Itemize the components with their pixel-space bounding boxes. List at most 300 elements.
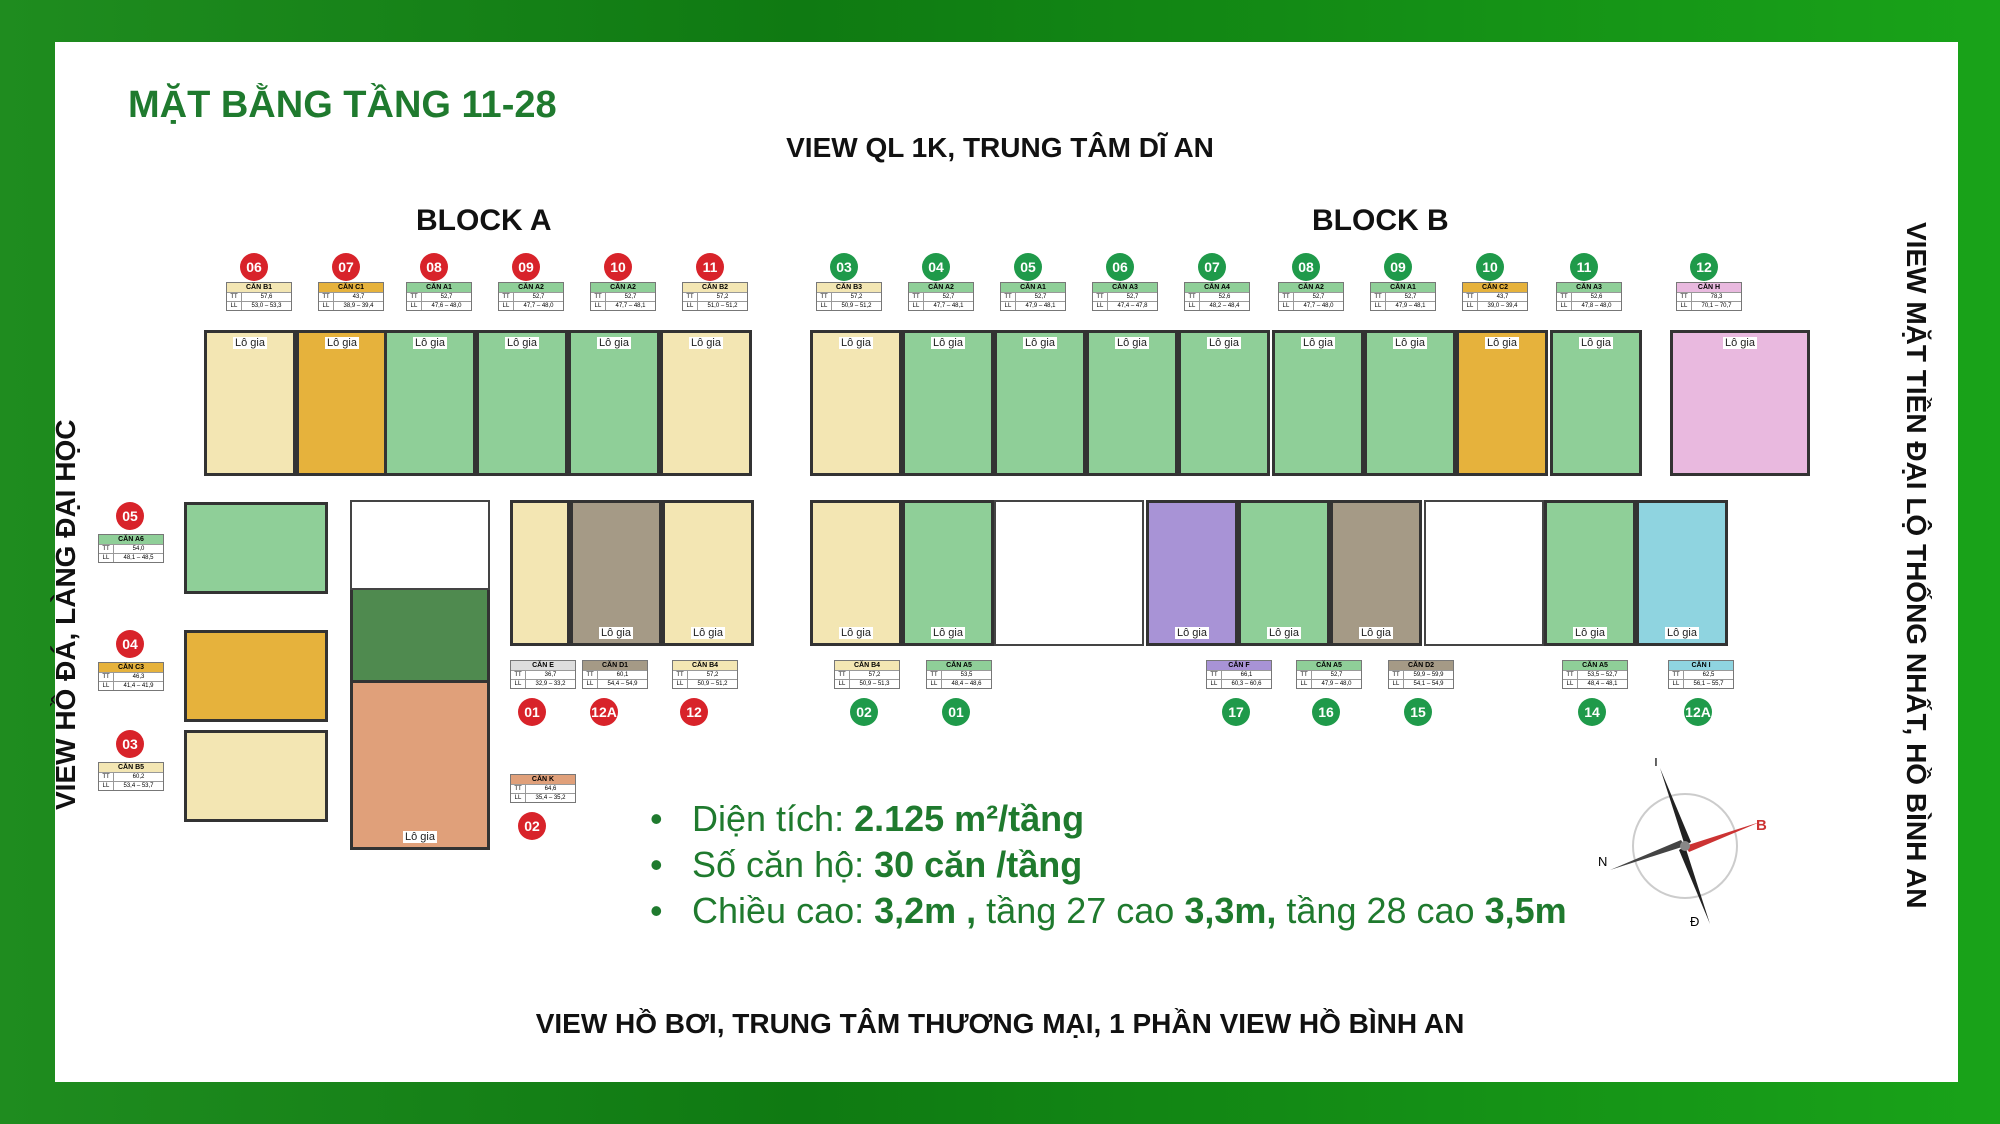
balcony-label: Lô gia xyxy=(1177,627,1207,639)
unit-number-badge: 08 xyxy=(420,253,448,281)
area-kind: LL xyxy=(591,302,606,310)
unit-area-row xyxy=(1563,670,1627,679)
area-kind: LL xyxy=(511,794,526,802)
unit-number-badge: 04 xyxy=(116,630,144,658)
area-value: 38,9 – 39,4 xyxy=(343,303,374,309)
unit-info-card xyxy=(1278,282,1344,311)
area-kind: TT xyxy=(583,671,598,679)
area-kind: LL xyxy=(1563,680,1578,688)
area-kind: LL xyxy=(1463,302,1478,310)
unit-area-row xyxy=(1669,670,1733,679)
balcony-label: Lô gia xyxy=(841,627,871,639)
area-kind: LL xyxy=(1669,680,1684,688)
unit-info-card xyxy=(510,774,576,803)
area-value: 47,9 – 48,1 xyxy=(1025,303,1056,309)
area-value: 32,9 – 33,2 xyxy=(535,681,566,687)
stat-units: • Số căn hộ: 30 căn /tầng xyxy=(646,844,1567,886)
apartment-unit xyxy=(810,500,902,646)
unit-area-row xyxy=(1463,301,1527,310)
view-left-label: VIEW HỒ ĐÁ, LÀNG ĐẠI HỌC xyxy=(50,419,81,810)
balcony-label: Lô gia xyxy=(693,627,723,639)
area-kind: TT xyxy=(1463,293,1478,301)
apartment-unit xyxy=(1544,500,1636,646)
unit-info-card xyxy=(1388,660,1454,689)
view-top-label: VIEW QL 1K, TRUNG TÂM DĨ AN xyxy=(786,132,1214,163)
unit-area-row xyxy=(1279,292,1343,301)
area-value: 60,3 – 60,6 xyxy=(1231,681,1262,687)
balcony-label: Lô gia xyxy=(507,337,537,349)
unit-number-badge: 09 xyxy=(1384,253,1412,281)
area-kind: LL xyxy=(909,302,924,310)
unit-type-label: CĂN C1 xyxy=(319,283,383,292)
unit-area-row xyxy=(683,292,747,301)
unit-area-row xyxy=(1093,292,1157,301)
balcony-label: Lô gia xyxy=(1025,337,1055,349)
apartment-unit xyxy=(184,502,328,594)
compass-t: T xyxy=(1652,758,1660,769)
balcony-label: Lô gia xyxy=(1581,337,1611,349)
area-value: 47,8 – 48,0 xyxy=(1581,303,1612,309)
unit-area-row xyxy=(99,553,163,562)
area-kind: LL xyxy=(1093,302,1108,310)
area-value: 36,7 xyxy=(544,672,557,678)
unit-area-row xyxy=(909,301,973,310)
area-kind: TT xyxy=(319,293,334,301)
area-value: 57,2 xyxy=(868,672,881,678)
unit-area-row xyxy=(583,670,647,679)
apartment-unit xyxy=(1238,500,1330,646)
unit-area-row xyxy=(99,544,163,553)
page-title: MẶT BẰNG TẦNG 11-28 xyxy=(128,84,557,126)
balcony-label: Lô gia xyxy=(1487,337,1517,349)
area-value: 50,9 – 51,2 xyxy=(841,303,872,309)
unit-area-row xyxy=(591,292,655,301)
area-value: 47,7 – 48,1 xyxy=(933,303,964,309)
apartment-unit xyxy=(1670,330,1810,476)
apartment-unit xyxy=(1636,500,1728,646)
area-value: 57,2 xyxy=(850,294,863,300)
compass-n: N xyxy=(1598,854,1608,869)
unit-info-card xyxy=(98,534,164,563)
unit-area-row xyxy=(673,670,737,679)
unit-type-label: CĂN E xyxy=(511,661,575,670)
balcony-label: Lô gia xyxy=(327,337,357,349)
unit-number-badge: 07 xyxy=(332,253,360,281)
area-value: 48,2 – 48,4 xyxy=(1209,303,1240,309)
stair-core-b xyxy=(1424,500,1544,646)
unit-info-card xyxy=(590,282,656,311)
area-kind: LL xyxy=(99,782,114,790)
area-value: 52,6 xyxy=(1218,294,1231,300)
unit-area-row xyxy=(1279,301,1343,310)
apartment-unit xyxy=(296,330,388,476)
area-value: 52,7 xyxy=(1312,294,1325,300)
apartment-unit xyxy=(1178,330,1270,476)
area-kind: TT xyxy=(909,293,924,301)
area-kind: TT xyxy=(1207,671,1222,679)
unit-area-row xyxy=(1371,292,1435,301)
area-value: 52,7 xyxy=(1404,294,1417,300)
unit-number-badge: 12 xyxy=(680,698,708,726)
area-value: 60,2 xyxy=(132,774,145,780)
area-kind: LL xyxy=(1297,680,1312,688)
unit-number-badge: 10 xyxy=(1476,253,1504,281)
unit-area-row xyxy=(511,679,575,688)
unit-type-label: CĂN H xyxy=(1677,283,1741,292)
balcony-label: Lô gia xyxy=(1395,337,1425,349)
unit-type-label: CĂN B4 xyxy=(673,661,737,670)
area-value: 57,6 xyxy=(260,294,273,300)
area-kind: LL xyxy=(99,682,114,690)
unit-number-badge: 12 xyxy=(1690,253,1718,281)
apartment-unit xyxy=(1456,330,1548,476)
apartment-unit xyxy=(510,500,570,646)
unit-info-card xyxy=(1462,282,1528,311)
unit-area-row xyxy=(319,301,383,310)
block-b-label: BLOCK B xyxy=(1312,204,1449,237)
area-value: 59,9 – 59,9 xyxy=(1413,672,1444,678)
apartment-unit xyxy=(1272,330,1364,476)
balcony-label: Lô gia xyxy=(405,831,435,843)
balcony-label: Lô gia xyxy=(599,337,629,349)
area-value: 53,5 – 52,7 xyxy=(1587,672,1618,678)
area-value: 52,7 xyxy=(532,294,545,300)
unit-type-label: CĂN B5 xyxy=(99,763,163,772)
unit-area-row xyxy=(511,670,575,679)
unit-info-card xyxy=(1206,660,1272,689)
apartment-unit xyxy=(184,730,328,822)
area-kind: LL xyxy=(511,680,526,688)
compass-rose-icon xyxy=(1590,758,1780,928)
unit-type-label: CĂN B1 xyxy=(227,283,291,292)
area-value: 52,7 xyxy=(1034,294,1047,300)
unit-number-badge: 08 xyxy=(1292,253,1320,281)
apartment-unit xyxy=(570,500,662,646)
stat-area: • Diện tích: 2.125 m²/tầng xyxy=(646,798,1567,840)
area-kind: TT xyxy=(99,773,114,781)
compass-d: Đ xyxy=(1690,914,1700,928)
unit-area-row xyxy=(99,772,163,781)
area-value: 47,7 – 48,0 xyxy=(1303,303,1334,309)
area-value: 50,9 – 51,2 xyxy=(697,681,728,687)
apartment-unit xyxy=(660,330,752,476)
unit-info-card xyxy=(1092,282,1158,311)
unit-type-label: CĂN A2 xyxy=(909,283,973,292)
area-kind: TT xyxy=(673,671,688,679)
unit-area-row xyxy=(835,670,899,679)
area-value: 62,5 xyxy=(1702,672,1715,678)
area-value: 54,4 – 54,9 xyxy=(607,681,638,687)
unit-info-card xyxy=(672,660,738,689)
unit-type-label: CĂN D2 xyxy=(1389,661,1453,670)
area-kind: LL xyxy=(1001,302,1016,310)
unit-area-row xyxy=(1389,679,1453,688)
unit-type-label: CĂN F xyxy=(1207,661,1271,670)
area-kind: LL xyxy=(835,680,850,688)
area-kind: TT xyxy=(99,673,114,681)
balcony-label: Lô gia xyxy=(1575,627,1605,639)
area-kind: LL xyxy=(99,554,114,562)
area-kind: LL xyxy=(927,680,942,688)
unit-number-badge: 01 xyxy=(942,698,970,726)
unit-area-row xyxy=(583,679,647,688)
unit-area-row xyxy=(99,681,163,690)
unit-number-badge: 12A xyxy=(590,698,618,726)
area-value: 52,7 xyxy=(942,294,955,300)
unit-area-row xyxy=(1185,292,1249,301)
unit-info-card xyxy=(98,762,164,791)
unit-area-row xyxy=(499,292,563,301)
unit-info-card xyxy=(1000,282,1066,311)
unit-area-row xyxy=(1093,301,1157,310)
unit-area-row xyxy=(591,301,655,310)
area-kind: TT xyxy=(227,293,242,301)
view-bottom-label: VIEW HỒ BƠI, TRUNG TÂM THƯƠNG MẠI, 1 PHẦN VIEW HỒ BÌNH AN xyxy=(535,1008,1465,1039)
area-value: 41,4 – 41,9 xyxy=(123,683,154,689)
unit-area-row xyxy=(1207,670,1271,679)
area-value: 66,1 xyxy=(1240,672,1253,678)
area-value: 48,1 – 48,5 xyxy=(123,555,154,561)
area-value: 47,9 – 48,1 xyxy=(1395,303,1426,309)
block-a-label: BLOCK A xyxy=(416,204,552,237)
unit-info-card xyxy=(1556,282,1622,311)
unit-type-label: CĂN A2 xyxy=(1279,283,1343,292)
unit-number-badge: 04 xyxy=(922,253,950,281)
unit-info-card xyxy=(498,282,564,311)
unit-area-row xyxy=(1557,292,1621,301)
area-kind: LL xyxy=(407,302,422,310)
apartment-unit xyxy=(994,330,1086,476)
apartment-unit xyxy=(902,500,994,646)
unit-type-label: CĂN B4 xyxy=(835,661,899,670)
unit-area-row xyxy=(817,292,881,301)
area-kind: LL xyxy=(1677,302,1692,310)
unit-area-row xyxy=(1389,670,1453,679)
area-value: 51,0 – 51,2 xyxy=(707,303,738,309)
apartment-unit xyxy=(1146,500,1238,646)
area-kind: LL xyxy=(817,302,832,310)
unit-type-label: CĂN K xyxy=(511,775,575,784)
area-value: 60,1 xyxy=(616,672,629,678)
unit-area-row xyxy=(835,679,899,688)
unit-area-row xyxy=(99,781,163,790)
area-value: 47,6 – 48,0 xyxy=(431,303,462,309)
apartment-unit xyxy=(662,500,754,646)
area-value: 70,1 – 70,7 xyxy=(1701,303,1732,309)
unit-info-card xyxy=(406,282,472,311)
area-value: 52,7 xyxy=(1126,294,1139,300)
unit-type-label: CĂN A5 xyxy=(927,661,991,670)
unit-number-badge: 17 xyxy=(1222,698,1250,726)
apartment-unit xyxy=(184,630,328,722)
area-value: 53,0 – 53,3 xyxy=(251,303,282,309)
area-value: 54,1 – 54,9 xyxy=(1413,681,1444,687)
balcony-label: Lô gia xyxy=(235,337,265,349)
area-kind: TT xyxy=(591,293,606,301)
unit-number-badge: 11 xyxy=(696,253,724,281)
unit-info-card xyxy=(926,660,992,689)
unit-type-label: CĂN I xyxy=(1669,661,1733,670)
unit-type-label: CĂN A1 xyxy=(1001,283,1065,292)
balcony-label: Lô gia xyxy=(933,337,963,349)
unit-type-label: CĂN A6 xyxy=(99,535,163,544)
area-value: 52,7 xyxy=(624,294,637,300)
unit-number-badge: 11 xyxy=(1570,253,1598,281)
unit-area-row xyxy=(511,784,575,793)
balcony-label: Lô gia xyxy=(933,627,963,639)
area-kind: LL xyxy=(1371,302,1386,310)
unit-area-row xyxy=(511,793,575,802)
balcony-label: Lô gia xyxy=(1209,337,1239,349)
balcony-label: Lô gia xyxy=(841,337,871,349)
unit-type-label: CĂN A2 xyxy=(591,283,655,292)
unit-area-row xyxy=(227,292,291,301)
area-kind: TT xyxy=(683,293,698,301)
area-value: 43,7 xyxy=(1496,294,1509,300)
unit-info-card xyxy=(1370,282,1436,311)
unit-type-label: CĂN A5 xyxy=(1297,661,1361,670)
area-value: 78,3 xyxy=(1710,294,1723,300)
unit-type-label: CĂN A3 xyxy=(1557,283,1621,292)
area-value: 53,5 xyxy=(960,672,973,678)
area-value: 54,0 xyxy=(132,546,145,552)
area-value: 48,4 – 48,6 xyxy=(951,681,982,687)
area-value: 35,4 – 35,2 xyxy=(535,795,566,801)
unit-info-card xyxy=(1676,282,1742,311)
unit-type-label: CĂN A4 xyxy=(1185,283,1249,292)
unit-type-label: CĂN B3 xyxy=(817,283,881,292)
unit-area-row xyxy=(1677,301,1741,310)
area-value: 47,7 – 48,0 xyxy=(523,303,554,309)
area-value: 47,7 – 48,1 xyxy=(615,303,646,309)
unit-area-row xyxy=(1001,292,1065,301)
area-value: 57,2 xyxy=(706,672,719,678)
area-kind: LL xyxy=(1389,680,1404,688)
balcony-label: Lô gia xyxy=(1725,337,1755,349)
area-kind: TT xyxy=(1371,293,1386,301)
unit-area-row xyxy=(817,301,881,310)
unit-area-row xyxy=(1371,301,1435,310)
area-value: 64,6 xyxy=(544,786,557,792)
unit-type-label: CĂN C2 xyxy=(1463,283,1527,292)
area-kind: TT xyxy=(835,671,850,679)
area-kind: LL xyxy=(683,302,698,310)
stats-list xyxy=(646,794,1567,936)
area-kind: LL xyxy=(499,302,514,310)
unit-number-badge: 10 xyxy=(604,253,632,281)
unit-number-badge: 15 xyxy=(1404,698,1432,726)
unit-area-row xyxy=(1207,679,1271,688)
area-kind: TT xyxy=(1093,293,1108,301)
unit-type-label: CĂN D1 xyxy=(583,661,647,670)
unit-info-card xyxy=(318,282,384,311)
unit-area-row xyxy=(1297,679,1361,688)
area-kind: TT xyxy=(817,293,832,301)
area-value: 52,6 xyxy=(1590,294,1603,300)
unit-type-label: CĂN A1 xyxy=(1371,283,1435,292)
unit-area-row xyxy=(1001,301,1065,310)
apartment-unit xyxy=(1364,330,1456,476)
unit-info-card xyxy=(1184,282,1250,311)
apartment-unit xyxy=(350,680,490,850)
unit-type-label: CĂN A1 xyxy=(407,283,471,292)
unit-info-card xyxy=(908,282,974,311)
balcony-label: Lô gia xyxy=(601,627,631,639)
unit-type-label: CĂN C3 xyxy=(99,663,163,672)
unit-type-label: CĂN A2 xyxy=(499,283,563,292)
unit-info-card xyxy=(682,282,748,311)
view-right-label: VIEW MẶT TIỀN ĐẠI LỘ THỐNG NHẤT, HỒ BÌNH AN xyxy=(1901,222,1932,909)
unit-area-row xyxy=(683,301,747,310)
unit-number-badge: 05 xyxy=(116,502,144,530)
area-kind: LL xyxy=(583,680,598,688)
unit-area-row xyxy=(319,292,383,301)
unit-area-row xyxy=(1563,679,1627,688)
area-kind: TT xyxy=(99,545,114,553)
compass-b: B xyxy=(1756,817,1767,834)
unit-type-label: CĂN A3 xyxy=(1093,283,1157,292)
unit-number-badge: 09 xyxy=(512,253,540,281)
area-kind: TT xyxy=(1669,671,1684,679)
area-kind: LL xyxy=(319,302,334,310)
area-value: 39,0 – 39,4 xyxy=(1487,303,1518,309)
area-value: 48,4 – 48,1 xyxy=(1587,681,1618,687)
area-kind: TT xyxy=(511,671,526,679)
unit-info-card xyxy=(1668,660,1734,689)
apartment-unit xyxy=(1330,500,1422,646)
unit-area-row xyxy=(1669,679,1733,688)
area-kind: TT xyxy=(1297,671,1312,679)
balcony-label: Lô gia xyxy=(1303,337,1333,349)
balcony-label: Lô gia xyxy=(1117,337,1147,349)
area-value: 56,1 – 55,7 xyxy=(1693,681,1724,687)
apartment-unit xyxy=(204,330,296,476)
area-value: 46,3 xyxy=(132,674,145,680)
balcony-label: Lô gia xyxy=(415,337,445,349)
stat-height: • Chiều cao: 3,2m , tầng 27 cao 3,3m, tầng 28 cao 3,5m xyxy=(646,890,1567,932)
unit-area-row xyxy=(1297,670,1361,679)
area-kind: TT xyxy=(1185,293,1200,301)
area-value: 47,4 – 47,8 xyxy=(1117,303,1148,309)
area-value: 43,7 xyxy=(352,294,365,300)
area-kind: LL xyxy=(1279,302,1294,310)
area-kind: TT xyxy=(1563,671,1578,679)
unit-number-badge: 16 xyxy=(1312,698,1340,726)
area-kind: TT xyxy=(1557,293,1572,301)
area-value: 52,7 xyxy=(440,294,453,300)
area-kind: TT xyxy=(407,293,422,301)
unit-area-row xyxy=(99,672,163,681)
area-kind: LL xyxy=(227,302,242,310)
unit-number-badge: 03 xyxy=(116,730,144,758)
unit-number-badge: 02 xyxy=(850,698,878,726)
unit-number-badge: 03 xyxy=(830,253,858,281)
unit-info-card xyxy=(816,282,882,311)
unit-info-card xyxy=(582,660,648,689)
area-value: 50,9 – 51,3 xyxy=(859,681,890,687)
unit-info-card xyxy=(226,282,292,311)
area-kind: LL xyxy=(673,680,688,688)
area-kind: TT xyxy=(1001,293,1016,301)
unit-area-row xyxy=(927,670,991,679)
unit-type-label: CĂN A5 xyxy=(1563,661,1627,670)
apartment-unit xyxy=(902,330,994,476)
apartment-unit xyxy=(1550,330,1642,476)
apartment-unit xyxy=(384,330,476,476)
area-kind: TT xyxy=(1677,293,1692,301)
unit-type-label: CĂN B2 xyxy=(683,283,747,292)
unit-area-row xyxy=(499,301,563,310)
